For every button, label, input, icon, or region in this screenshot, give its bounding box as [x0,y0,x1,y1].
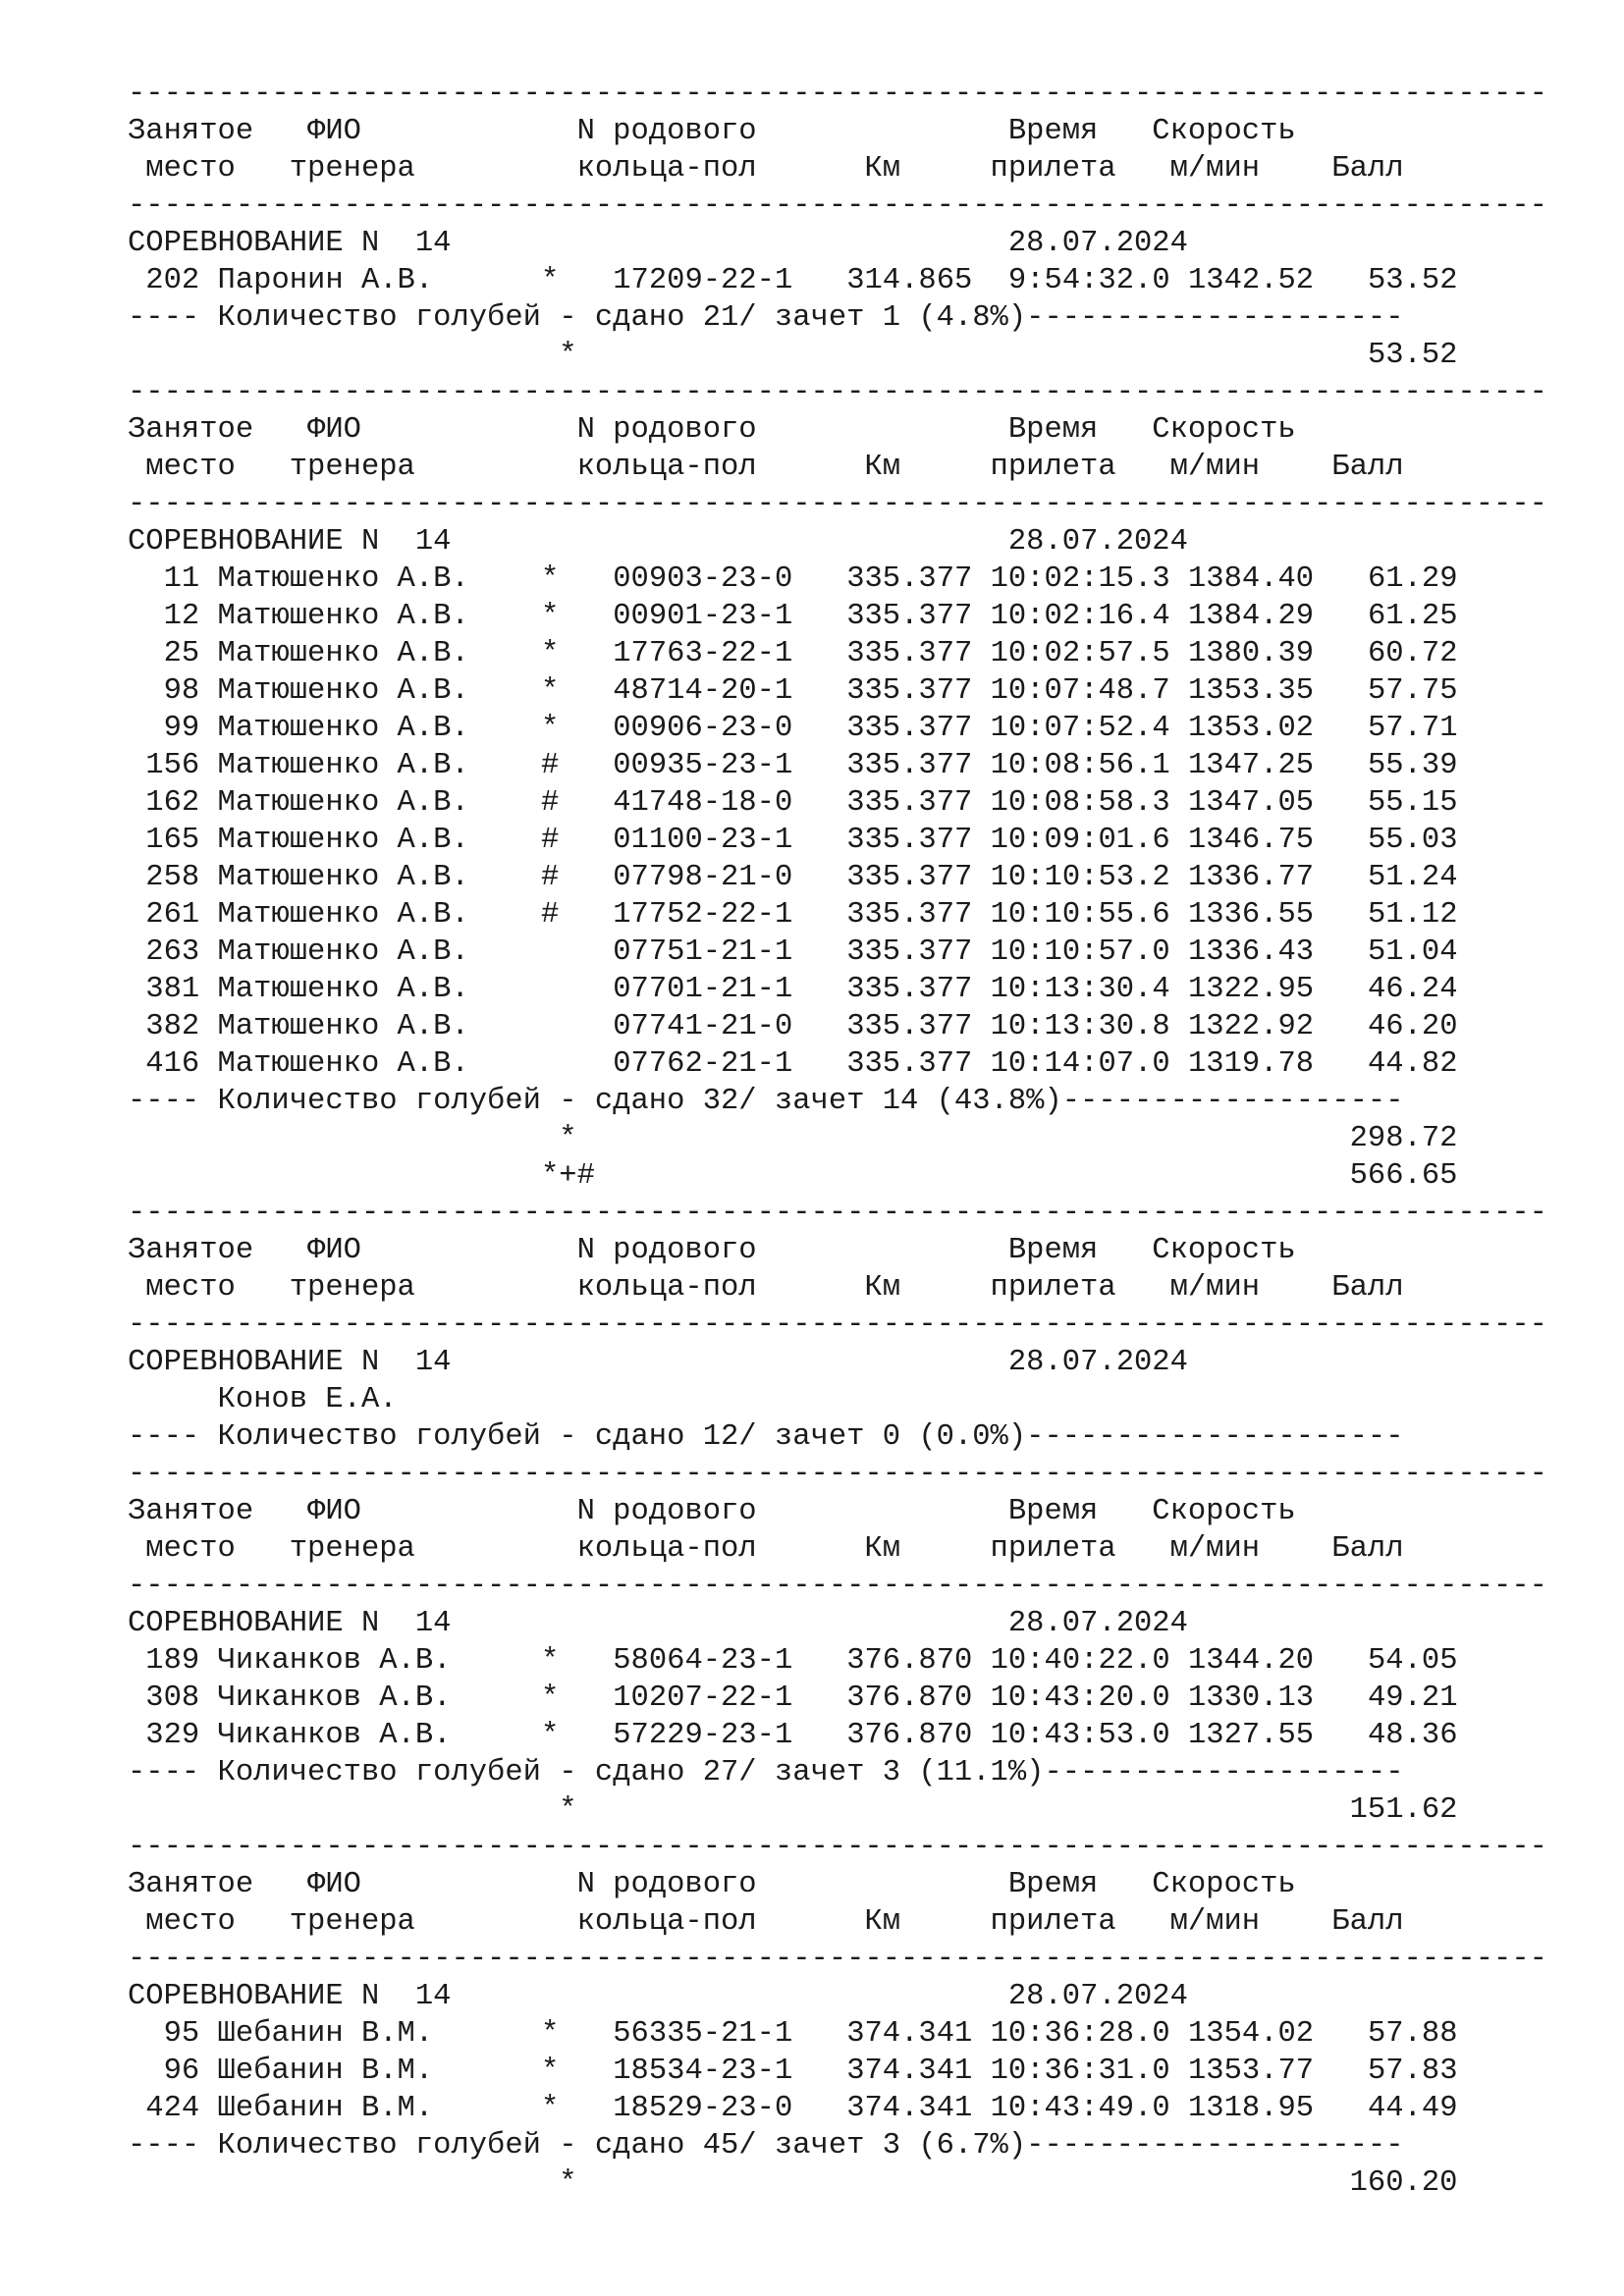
race-results-report [128,76,1547,2202]
row-mark [541,1047,559,1081]
speed: 1336.55 [1187,898,1315,932]
ring-number: 48714-20-1 [613,674,793,708]
distance-km: 335.377 [846,861,973,894]
place: 165 [128,824,200,857]
place: 202 [128,264,200,297]
row-mark: * [541,264,560,297]
total-line [128,1157,1547,1195]
speed: 1342.52 [1187,264,1315,297]
distance-km: 374.341 [846,2055,973,2088]
column-header-2: место тренера кольца-пол Км прилета м/мин Балл [128,1271,1404,1305]
result-row [128,822,1547,859]
separator: ------------------------------------------------------------------------------- [128,1831,1547,1864]
distance-km: 314.865 [846,264,973,297]
arrival-time: 10:36:28.0 [990,2017,1170,2051]
summary-line: ---- Количество голубей - сдано 32/ зачет 14 (43.8%)------------------- [128,1085,1404,1118]
speed: 1327.55 [1187,1719,1315,1752]
score: 57.75 [1349,674,1458,708]
distance-km: 374.341 [846,2092,973,2125]
row-mark: * [541,2017,560,2051]
arrival-time: 10:08:58.3 [990,786,1170,820]
result-row [128,1045,1547,1083]
place: 95 [128,2017,200,2051]
place: 261 [128,898,200,932]
score: 46.20 [1349,1010,1458,1043]
score: 44.82 [1349,1047,1458,1081]
score: 48.36 [1349,1719,1458,1752]
separator: ------------------------------------------------------------------------------- [128,1197,1547,1230]
score: 51.04 [1349,935,1458,969]
distance-km: 335.377 [846,1047,973,1081]
competition-line [128,1978,1547,2015]
score: 51.24 [1349,861,1458,894]
row-mark [541,1010,559,1043]
place: 424 [128,2092,200,2125]
arrival-time: 10:02:16.4 [990,600,1170,633]
row-mark: * [541,2092,560,2125]
total-value: 160.20 [1349,2166,1458,2200]
distance-km: 335.377 [846,600,973,633]
row-mark: * [541,2055,560,2088]
trainer-name: Матюшенко А.В. [217,600,523,633]
separator: ------------------------------------------------------------------------------- [128,78,1547,111]
arrival-time: 10:43:49.0 [990,2092,1170,2125]
total-value: 151.62 [1349,1793,1458,1827]
speed: 1336.43 [1187,935,1315,969]
ring-number: 07762-21-1 [613,1047,793,1081]
ring-number: 00901-23-1 [613,600,793,633]
result-row [128,262,1547,299]
distance-km: 335.377 [846,935,973,969]
place: 263 [128,935,200,969]
place: 382 [128,1010,200,1043]
trainer-name: Шебанин В.М. [217,2055,523,2088]
result-row [128,635,1547,672]
speed: 1318.95 [1187,2092,1315,2125]
total-line [128,337,1547,374]
result-row [128,598,1547,635]
row-mark: # [541,824,560,857]
speed: 1384.29 [1187,600,1315,633]
place: 11 [128,562,200,596]
separator: ------------------------------------------------------------------------------- [128,189,1547,223]
arrival-time: 10:08:56.1 [990,749,1170,782]
competition-line [128,1344,1547,1381]
separator: ------------------------------------------------------------------------------- [128,488,1547,521]
arrival-time: 9:54:32.0 [990,264,1170,297]
speed: 1384.40 [1187,562,1315,596]
result-row [128,1642,1547,1680]
result-row [128,1680,1547,1717]
ring-number: 18534-23-1 [613,2055,793,2088]
row-mark [541,973,559,1006]
column-header-1: Занятое ФИО N родового Время Скорость [128,1868,1296,1901]
score: 54.05 [1349,1644,1458,1678]
trainer-name: Матюшенко А.В. [217,562,523,596]
ring-number: 00903-23-0 [613,562,793,596]
score: 57.83 [1349,2055,1458,2088]
place: 98 [128,674,200,708]
trainer-name: Чиканков А.В. [217,1682,523,1715]
score: 49.21 [1349,1682,1458,1715]
score: 55.03 [1349,824,1458,857]
arrival-time: 10:10:55.6 [990,898,1170,932]
trainer-name: Матюшенко А.В. [217,1010,523,1043]
speed: 1354.02 [1187,2017,1315,2051]
ring-number: 07701-21-1 [613,973,793,1006]
result-row [128,1008,1547,1045]
competition-date: 28.07.2024 [1007,1607,1188,1640]
arrival-time: 10:10:57.0 [990,935,1170,969]
speed: 1347.05 [1187,786,1315,820]
row-mark: # [541,749,560,782]
arrival-time: 10:43:20.0 [990,1682,1170,1715]
arrival-time: 10:07:52.4 [990,712,1170,745]
row-mark: # [541,786,560,820]
competition-label: СОРЕВНОВАНИЕ N 14 [128,525,452,559]
result-row [128,859,1547,896]
score: 53.52 [1349,264,1458,297]
distance-km: 335.377 [846,712,973,745]
distance-km: 376.870 [846,1644,973,1678]
trainer-name: Матюшенко А.В. [217,786,523,820]
result-row [128,896,1547,934]
ring-number: 17752-22-1 [613,898,793,932]
row-mark [541,935,559,969]
arrival-time: 10:40:22.0 [990,1644,1170,1678]
score: 55.39 [1349,749,1458,782]
result-row [128,561,1547,598]
competition-label: СОРЕВНОВАНИЕ N 14 [128,1607,452,1640]
arrival-time: 10:02:15.3 [990,562,1170,596]
summary-line: ---- Количество голубей - сдано 45/ зачет 3 (6.7%)--------------------- [128,2129,1404,2163]
arrival-time: 10:07:48.7 [990,674,1170,708]
place: 162 [128,786,200,820]
score: 51.12 [1349,898,1458,932]
arrival-time: 10:14:07.0 [990,1047,1170,1081]
row-mark: * [541,562,560,596]
row-mark: * [541,1719,560,1752]
result-row [128,710,1547,747]
separator: ------------------------------------------------------------------------------- [128,376,1547,409]
trainer-name: Матюшенко А.В. [217,973,523,1006]
competition-label: СОРЕВНОВАНИЕ N 14 [128,227,452,260]
score: 55.15 [1349,786,1458,820]
ring-number: 58064-23-1 [613,1644,793,1678]
trainer-name: Матюшенко А.В. [217,861,523,894]
trainer-name: Шебанин В.М. [217,2017,523,2051]
ring-number: 17763-22-1 [613,637,793,670]
place: 189 [128,1644,200,1678]
place: 381 [128,973,200,1006]
column-header-1: Занятое ФИО N родового Время Скорость [128,413,1296,447]
score: 61.29 [1349,562,1458,596]
speed: 1330.13 [1187,1682,1315,1715]
trainer-name: Матюшенко А.В. [217,824,523,857]
separator: ------------------------------------------------------------------------------- [128,1458,1547,1491]
distance-km: 376.870 [846,1719,973,1752]
total-value: 53.52 [1367,339,1458,372]
total-mark: * [559,2166,577,2200]
distance-km: 335.377 [846,637,973,670]
total-mark: * [559,1793,577,1827]
column-header-2: место тренера кольца-пол Км прилета м/мин Балл [128,152,1404,186]
column-header-1: Занятое ФИО N родового Время Скорость [128,1495,1296,1528]
total-mark: * [559,1122,577,1155]
ring-number: 18529-23-0 [613,2092,793,2125]
column-header-1: Занятое ФИО N родового Время Скорость [128,115,1296,148]
place: 25 [128,637,200,670]
competition-line [128,225,1547,262]
score: 61.25 [1349,600,1458,633]
place: 99 [128,712,200,745]
distance-km: 374.341 [846,2017,973,2051]
place: 12 [128,600,200,633]
score: 57.71 [1349,712,1458,745]
speed: 1322.95 [1187,973,1315,1006]
distance-km: 335.377 [846,1010,973,1043]
place: 308 [128,1682,200,1715]
competition-line [128,1605,1547,1642]
ring-number: 07798-21-0 [613,861,793,894]
result-row [128,747,1547,784]
separator: ------------------------------------------------------------------------------- [128,1570,1547,1603]
row-mark: * [541,637,560,670]
result-row [128,2015,1547,2053]
result-row [128,2090,1547,2127]
total-line [128,2164,1547,2202]
result-row [128,784,1547,822]
result-row [128,971,1547,1008]
place: 329 [128,1719,200,1752]
speed: 1347.25 [1187,749,1315,782]
ring-number: 56335-21-1 [613,2017,793,2051]
summary-line: ---- Количество голубей - сдано 12/ зачет 0 (0.0%)--------------------- [128,1420,1404,1454]
score: 60.72 [1349,637,1458,670]
trainer-name: Матюшенко А.В. [217,898,523,932]
distance-km: 335.377 [846,973,973,1006]
result-row [128,1717,1547,1754]
ring-number: 57229-23-1 [613,1719,793,1752]
summary-line: ---- Количество голубей - сдано 27/ зачет 3 (11.1%)-------------------- [128,1756,1404,1789]
separator: ------------------------------------------------------------------------------- [128,1943,1547,1976]
row-mark: * [541,712,560,745]
speed: 1380.39 [1187,637,1315,670]
distance-km: 335.377 [846,749,973,782]
result-row [128,2053,1547,2090]
score: 46.24 [1349,973,1458,1006]
arrival-time: 10:36:31.0 [990,2055,1170,2088]
trainer-name: Матюшенко А.В. [217,712,523,745]
score: 57.88 [1349,2017,1458,2051]
row-mark: # [541,861,560,894]
row-mark: * [541,1644,560,1678]
place: 416 [128,1047,200,1081]
distance-km: 335.377 [846,674,973,708]
column-header-2: место тренера кольца-пол Км прилета м/мин Балл [128,451,1404,484]
distance-km: 335.377 [846,898,973,932]
competition-date: 28.07.2024 [1007,1980,1188,2013]
trainer-name: Матюшенко А.В. [217,674,523,708]
speed: 1353.35 [1187,674,1315,708]
place: 258 [128,861,200,894]
arrival-time: 10:10:53.2 [990,861,1170,894]
arrival-time: 10:13:30.8 [990,1010,1170,1043]
trainer-name: Паронин А.В. [217,264,523,297]
ring-number: 00935-23-1 [613,749,793,782]
score: 44.49 [1349,2092,1458,2125]
place: 96 [128,2055,200,2088]
speed: 1346.75 [1187,824,1315,857]
result-row [128,672,1547,710]
place: 156 [128,749,200,782]
row-mark: * [541,1682,560,1715]
ring-number: 17209-22-1 [613,264,793,297]
row-mark: * [541,674,560,708]
total-value: 566.65 [1349,1159,1458,1193]
row-mark: # [541,898,560,932]
trainer-line [128,1381,1547,1418]
trainer-name: Конов Е.А. [217,1383,398,1416]
total-line [128,1791,1547,1829]
result-row [128,934,1547,971]
competition-line [128,523,1547,561]
competition-date: 28.07.2024 [1007,1346,1188,1379]
competition-label: СОРЕВНОВАНИЕ N 14 [128,1980,452,2013]
trainer-name: Матюшенко А.В. [217,749,523,782]
speed: 1353.02 [1187,712,1315,745]
trainer-name: Матюшенко А.В. [217,637,523,670]
competition-date: 28.07.2024 [1007,227,1188,260]
speed: 1336.77 [1187,861,1315,894]
speed: 1322.92 [1187,1010,1315,1043]
distance-km: 335.377 [846,824,973,857]
ring-number: 10207-22-1 [613,1682,793,1715]
ring-number: 41748-18-0 [613,786,793,820]
total-mark: * [559,339,577,372]
total-value: 298.72 [1349,1122,1458,1155]
distance-km: 376.870 [846,1682,973,1715]
distance-km: 335.377 [846,786,973,820]
trainer-name: Матюшенко А.В. [217,935,523,969]
trainer-name: Матюшенко А.В. [217,1047,523,1081]
competition-date: 28.07.2024 [1007,525,1188,559]
distance-km: 335.377 [846,562,973,596]
speed: 1353.77 [1187,2055,1315,2088]
ring-number: 07741-21-0 [613,1010,793,1043]
speed: 1319.78 [1187,1047,1315,1081]
row-mark: * [541,600,560,633]
competition-label: СОРЕВНОВАНИЕ N 14 [128,1346,452,1379]
trainer-name: Шебанин В.М. [217,2092,523,2125]
separator: ------------------------------------------------------------------------------- [128,1308,1547,1342]
ring-number: 01100-23-1 [613,824,793,857]
column-header-1: Занятое ФИО N родового Время Скорость [128,1234,1296,1267]
column-header-2: место тренера кольца-пол Км прилета м/мин Балл [128,1905,1404,1939]
total-mark: *+# [540,1159,595,1193]
ring-number: 00906-23-0 [613,712,793,745]
arrival-time: 10:02:57.5 [990,637,1170,670]
trainer-name: Чиканков А.В. [217,1644,523,1678]
arrival-time: 10:43:53.0 [990,1719,1170,1752]
arrival-time: 10:13:30.4 [990,973,1170,1006]
speed: 1344.20 [1187,1644,1315,1678]
total-line [128,1120,1547,1157]
summary-line: ---- Количество голубей - сдано 21/ зачет 1 (4.8%)--------------------- [128,301,1404,335]
arrival-time: 10:09:01.6 [990,824,1170,857]
trainer-name: Чиканков А.В. [217,1719,523,1752]
ring-number: 07751-21-1 [613,935,793,969]
column-header-2: место тренера кольца-пол Км прилета м/мин Балл [128,1532,1404,1566]
